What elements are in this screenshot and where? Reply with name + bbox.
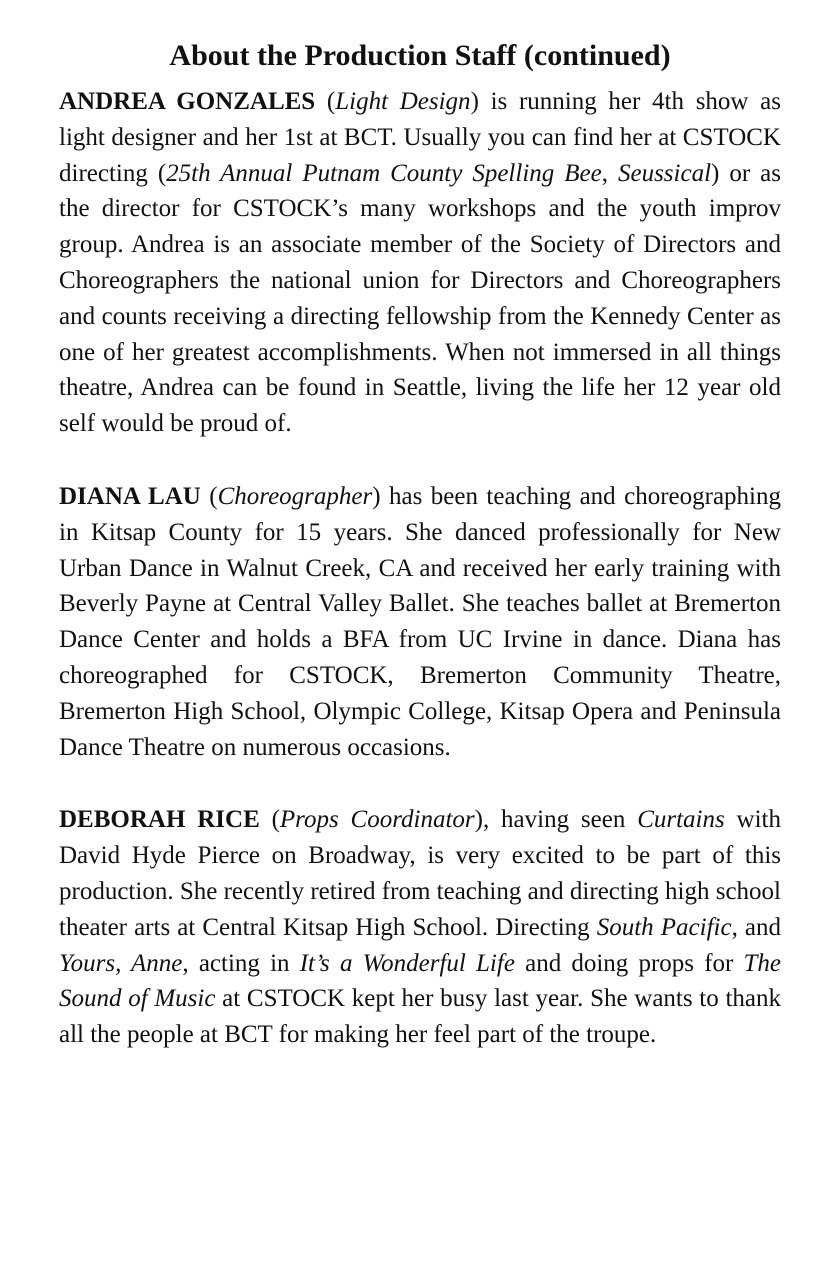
production-title: Yours, Anne [59, 949, 183, 977]
bio-text: ) or as the director for CSTOCK’s many workshops and the youth improv group. Andrea is an associate member of the Society of Directors and Choreographers the national union for Directors and Choreographers and counts receiving a directing fellowship from the Kennedy Center as one of her greatest accomplishments. When not immersed in all things theatre, Andrea can be found in Seattle, living the life her 12 year old self would be proud of. [59, 159, 781, 438]
bio-text: with David Hyde Pierce on Broadway, is very excited to be part of this production. She recently retired from teaching and directing high school theater arts at Central Kitsap High School. Directing [59, 806, 781, 941]
bio-text: is running her 4th show as light designer and her 1st at BCT. Usually you can find her at CSTOCK directing ( [59, 88, 782, 187]
bio-text: has been teaching and choreographing in Kitsap County for 15 years. She danced professionally for New Urban Dance in Walnut Creek, CA and received her early training with Beverly Payne at Central Valley Ballet. She teaches ballet at Bremerton Dance Center and holds a BFA from UC Irvine in dance. Diana has choreographed for CSTOCK, Bremerton Community Theatre, Bremerton High School, Olympic College, Kitsap Opera and Peninsula Dance Theatre on numerous occasions. [59, 482, 781, 761]
bio-text: , and [731, 913, 781, 941]
production-title: South Pacific [596, 913, 732, 941]
bio-deborah-rice: DEBORAH RICE (Props Coordinator), having seen Curtains with David Hyde Pierce on Broadway, is very excited to be part of this production. She recently retired from teaching and directing high school theater arts at Central Kitsap High School. Directing South Pacific, and Yours, Anne, acting in It’s a Wonderful Life and doing props for The Sound of Music at CSTOCK kept her busy last year. She wants to thank all the people at BCT for making her feel part of the troupe. [59, 806, 782, 1049]
bio-role: Light Design [335, 88, 471, 115]
bio-name: ANDREA GONZALES [59, 88, 316, 115]
bio-text: and doing props for [514, 949, 744, 977]
bio-role: Choreographer [217, 482, 373, 510]
bio-text: , having seen [482, 806, 638, 834]
production-title: Curtains [637, 806, 725, 834]
page-title: About the Production Staff (continued) [169, 39, 671, 72]
production-title: The Sound of Music [59, 949, 782, 1013]
bio-andrea-gonzales: ANDREA GONZALES (Light Design) is running her 4th show as light designer and her 1st at BCT. Usually you can find her at CSTOCK directing (25th Annual Putnam County Spelling Bee, Seussical) or as the director for CSTOCK’s many workshops and the youth improv group. Andrea is an associate member of the Society of Directors and Choreographers the national union for Directors and Choreographers and counts receiving a directing fellowship from the Kennedy Center as one of her greatest accomplishments. When not immersed in all things theatre, Andrea can be found in Seattle, living the life her 12 year old self would be proud of. [59, 88, 782, 438]
bio-text: at CSTOCK kept her busy last year. She wants to thank all the people at BCT for making her feel part of the troupe. [59, 985, 781, 1049]
production-title: 25th Annual Putnam County Spelling Bee [166, 159, 602, 187]
production-title: It’s a Wonderful Life [299, 949, 515, 977]
production-title: Seussical [617, 159, 712, 187]
bio-name: DEBORAH RICE [59, 806, 260, 834]
bio-text: , [601, 159, 618, 187]
program-page [59, 38, 781, 1053]
bio-role: Props Coordinator [279, 806, 475, 834]
bio-diana-lau: DIANA LAU (Choreographer) has been teaching and choreographing in Kitsap County for 15 years. She danced professionally for New Urban Dance in Walnut Creek, CA and received her early training with Beverly Payne at Central Valley Ballet. She teaches ballet at Bremerton Dance Center and holds a BFA from UC Irvine in dance. Diana has choreographed for CSTOCK, Bremerton Community Theatre, Bremerton High School, Olympic College, Kitsap Opera and Peninsula Dance Theatre on numerous occasions. [59, 482, 781, 761]
bio-name: DIANA LAU [59, 482, 201, 510]
bio-text: , acting in [182, 949, 300, 977]
